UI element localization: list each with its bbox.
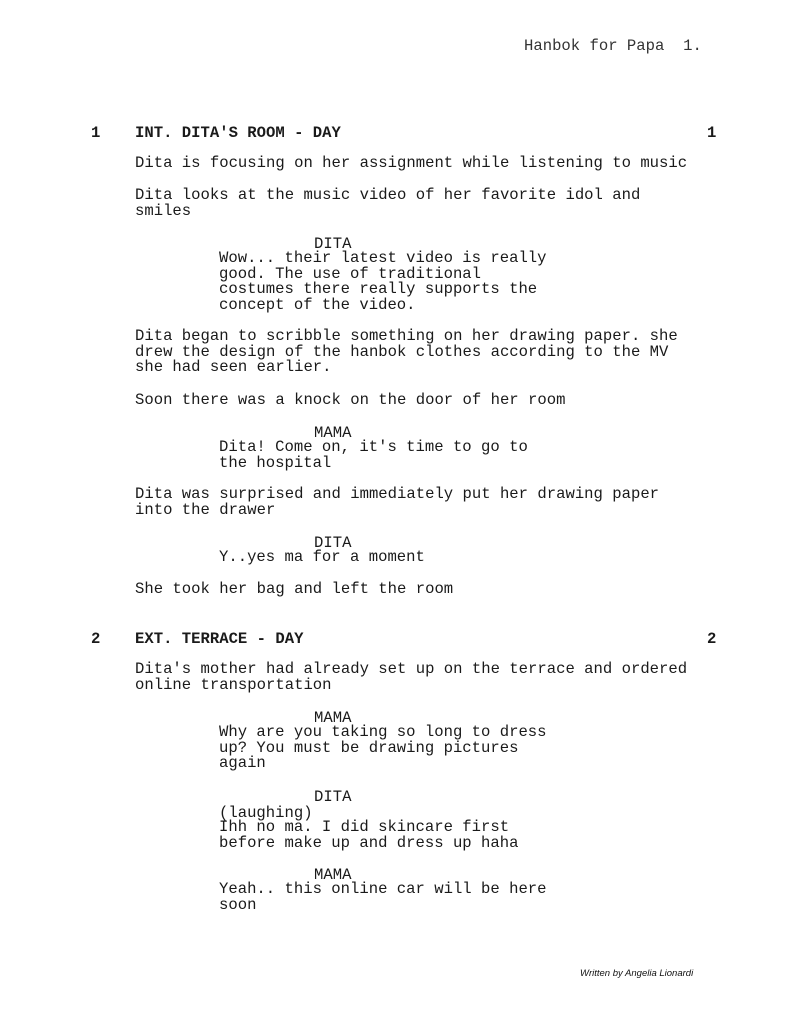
dialogue-block (219, 820, 579, 851)
dialogue-line: soon (219, 895, 257, 914)
character-name: MAMA (314, 866, 352, 884)
page-number: 1. (683, 37, 702, 55)
action-line: Dita began to scribble something on her drawing paper. she (135, 327, 678, 345)
action-line: online transportation (135, 675, 332, 694)
script-title: Hanbok for Papa (524, 37, 665, 55)
dialogue-line: Yeah.. this online car will be here (219, 880, 547, 898)
parenthetical: (laughing) (219, 804, 313, 822)
scene-number-left: 2 (91, 630, 101, 648)
dialogue-line: again (219, 754, 266, 773)
dialogue-block (219, 882, 579, 913)
scene-number-left: 1 (91, 124, 101, 142)
action-line: Dita looks at the music video of her favorite idol and (135, 186, 641, 204)
dialogue-block (219, 251, 579, 313)
dialogue-line: Wow... their latest video is really (219, 249, 547, 267)
dialogue-block (219, 725, 579, 772)
action-line: She took her bag and left the room (135, 580, 454, 598)
dialogue-line: good. The use of traditional (219, 264, 482, 283)
scene-number-right: 2 (707, 630, 717, 648)
character-name: DITA (314, 534, 352, 552)
dialogue-line: Dita! Come on, it's time to go to (219, 438, 528, 456)
action-block (135, 487, 735, 518)
action-block (135, 662, 735, 693)
action-block (135, 582, 735, 598)
dialogue-line: before make up and dress up haha (219, 833, 519, 852)
scene-heading: EXT. TERRACE - DAY (135, 630, 304, 648)
dialogue-line: the hospital (219, 453, 332, 472)
action-block (135, 329, 735, 376)
action-line: Dita was surprised and immediately put her drawing paper (135, 485, 660, 503)
action-line: drew the design of the hanbok clothes according to the MV (135, 342, 669, 361)
character-name: MAMA (314, 709, 352, 727)
action-block (135, 188, 735, 219)
dialogue-block (219, 550, 579, 566)
dialogue-line: up? You must be drawing pictures (219, 738, 519, 757)
dialogue-line: concept of the video. (219, 295, 416, 314)
scene-heading: INT. DITA'S ROOM - DAY (135, 124, 341, 142)
dialogue-line: Y..yes ma for a moment (219, 548, 425, 566)
action-line: Dita's mother had already set up on the terrace and ordered (135, 660, 688, 678)
action-line: she had seen earlier. (135, 358, 332, 377)
action-block (135, 156, 735, 172)
dialogue-block (219, 440, 579, 471)
page-header (524, 37, 702, 55)
scene-number-right: 1 (707, 124, 717, 142)
character-name: DITA (314, 788, 352, 806)
action-line: Soon there was a knock on the door of her room (135, 391, 566, 409)
action-block (135, 393, 735, 409)
author-credit: Written by Angelia Lionardi (580, 968, 694, 979)
action-line: smiles (135, 201, 192, 220)
action-line: into the drawer (135, 500, 276, 519)
action-line: Dita is focusing on her assignment while listening to music (135, 154, 688, 172)
character-name: DITA (314, 235, 352, 253)
dialogue-line: Why are you taking so long to dress (219, 723, 547, 741)
character-name: MAMA (314, 424, 352, 442)
dialogue-line: Ihh no ma. I did skincare first (219, 818, 510, 836)
dialogue-line: costumes there really supports the (219, 280, 538, 299)
